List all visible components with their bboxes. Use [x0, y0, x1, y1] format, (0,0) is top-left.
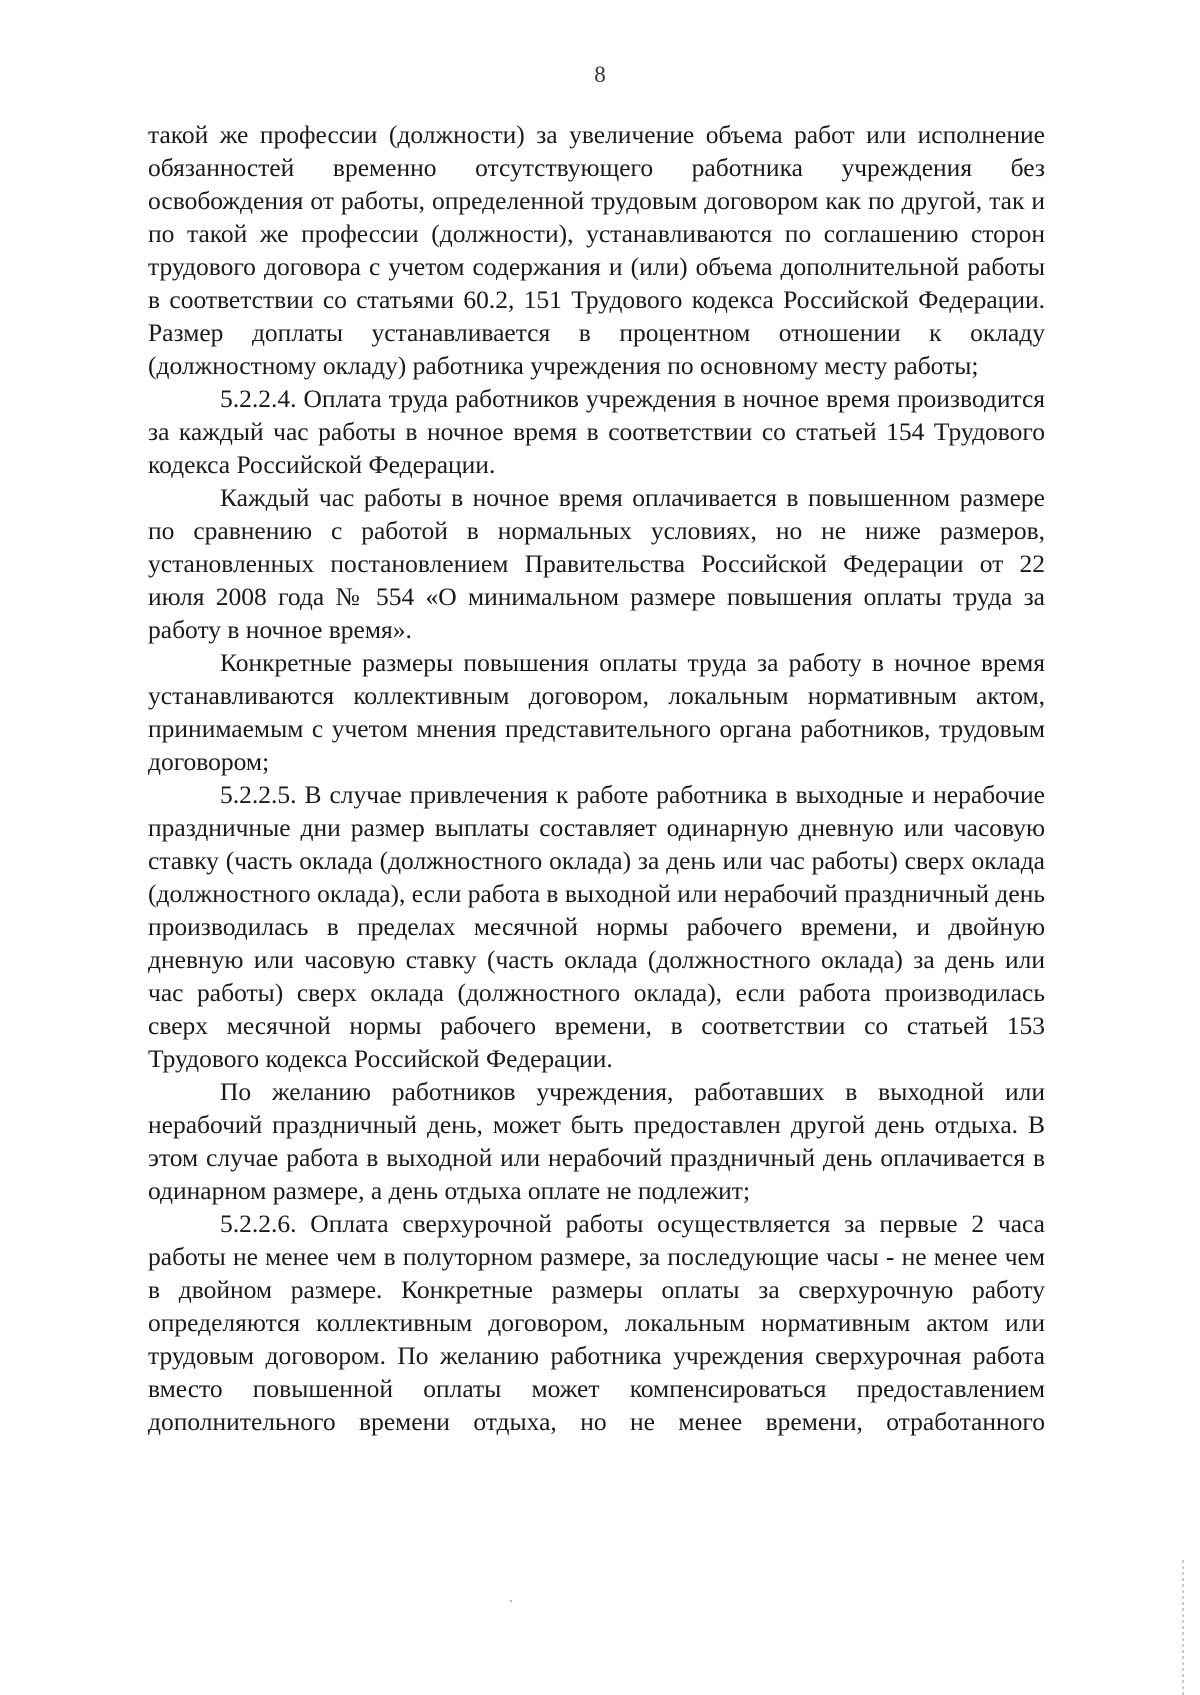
paragraph-5-2-2-6: 5.2.2.6. Оплата сверхурочной работы осуществляется за первые 2 часа работы не менее чем в полуторном размере, за последующие часы - не менее чем в двойном размере. Конкретные размеры оплаты за сверхурочную работу определяются коллективным договором, локальным нормативным актом или трудовым договором. По желанию работника учреждения сверхурочная работа вместо повышенной оплаты может компенсироваться предоставлением дополнительного времени отдыха, но не менее времени, отработанного [148, 1209, 1045, 1436]
paragraph-night-pay-specifics: Конкретные размеры повышения оплаты труда за работу в ночное время устанавливаются коллективным договором, локальным нормативным актом, принимаемым с учетом мнения представительного органа работников, трудовым договором; [148, 648, 1045, 776]
scan-edge-mark [1182, 1560, 1184, 1695]
paragraph-night-pay-rate: Каждый час работы в ночное время оплачивается в повышенном размере по сравнению с работой в нормальных условиях, но не ниже размеров, установленных постановлением Правительства Российской Федерации от 22 июля 2008 года № 554 «О минимальном размере повышения оплаты труда за работу в ночное время». [148, 483, 1045, 644]
paragraph-5-2-2-4: 5.2.2.4. Оплата труда работников учреждения в ночное время производится за каждый час работы в ночное время в соответствии со статьей 154 Трудового кодекса Российской Федерации. [148, 384, 1045, 479]
paragraph-day-off-option: По желанию работников учреждения, работавших в выходной или нерабочий праздничный день, может быть предоставлен другой день отдыха. В этом случае работа в выходной или нерабочий праздничный день оплачивается в одинарном размере, а день отдыха оплате не подлежит; [148, 1077, 1045, 1205]
paragraph-continuation: такой же профессии (должности) за увеличение объема работ или исполнение обязанностей временно отсутствующего работника учреждения без освобождения от работы, определенной трудовым договором как по другой, так и по такой же профессии (должности), устанавливаются по соглашению сторон трудового договора с учетом содержания и (или) объема дополнительной работы в соответствии со статьями 60.2, 151 Трудового кодекса Российской Федерации. Размер доплаты устанавливается в процентном отношении к окладу (должностному окладу) работника учреждения по основному месту работы; [148, 120, 1045, 380]
paragraph-5-2-2-5: 5.2.2.5. В случае привлечения к работе работника в выходные и нерабочие праздничные дни размер выплаты составляет одинарную дневную или часовую ставку (часть оклада (должностного оклада) за день или час работы) сверх оклада (должностного оклада), если работа в выходной или нерабочий праздничный день производилась в пределах месячной нормы рабочего времени, и двойную дневную или часовую ставку (часть оклада (должностного оклада) за день или час работы) сверх оклада (должностного оклада), если работа производилась сверх месячной нормы рабочего времени, в соответствии со статьей 153 Трудового кодекса Российской Федерации. [148, 780, 1045, 1073]
page-number: 8 [594, 62, 606, 87]
document-body [148, 118, 1045, 1438]
scan-speck [510, 1600, 512, 1602]
